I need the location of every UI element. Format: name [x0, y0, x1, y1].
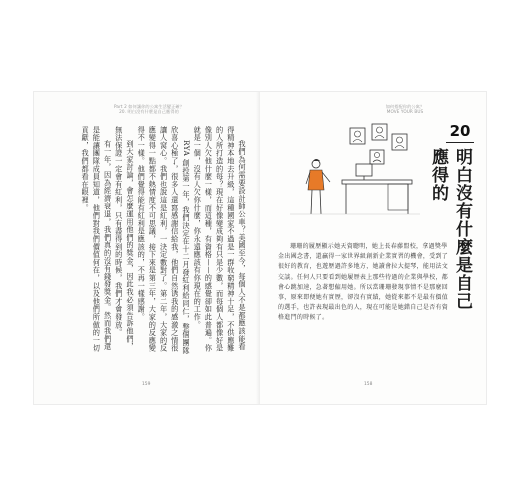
office-illustration — [280, 122, 430, 222]
left-paragraph: RYA 創投第一年，我們決定在十二月發紅利給同仁，整個團隊欣喜心極了，很多人還寫感謝信給我，他們自然诱我的感激之情很讓人窝心。我們也說這是紅利，一決定數對了。第二年，大家的反應變得一點都不熱情度不可思議，接下來是第三年，大家的反應變得不一樣。他們覺得能有紅利是應該的，不再一樣感謝。 — [137, 126, 191, 355]
right-body-text — [278, 242, 452, 324]
left-running-head — [64, 104, 234, 115]
chapter-number: 20 — [449, 122, 471, 140]
left-page — [34, 92, 260, 404]
left-running-head-line1: Part 2 如何讓你的公寓生活變正確？ — [113, 104, 185, 109]
portrait-frame-icon — [370, 150, 384, 164]
portrait-frame-icon — [372, 124, 387, 140]
right-paragraph: 珊珊的履歷顯示她天資聰明，她上長春藤盟校，拿過獎學金出國念書，還贏得一家世界級創新企業實習的機會，受到了很好的教育，也遊歷過許多地方，她讀會拉大提琴，能用法文交談。任何人只要看到她履歷表上那些待過的企業與學校，都會心跳加速，急著想僱用她。所以當珊珊發現事情不是那麼回事，原來即便她有實歷，卻沒有實績，她從來都不是最有價值的選手，也許表現最出色的人，現在可能是她錯自己是否有資格進門的時候了。 — [278, 243, 449, 322]
monitor-icon — [356, 164, 372, 180]
left-paragraph: 到大家討論，會怎麼運用他們的獎金，因此我必須告訴他們，無法保證一定會有紅利，只有盡得到的時候，我們才會發放。 — [114, 126, 135, 351]
book-spread — [34, 92, 486, 404]
right-running-head-line1: 如何搭配你的公寓？ — [385, 104, 425, 109]
person-icon — [306, 159, 330, 214]
left-paragraph: 我們為何需要設計師公車？美國至今，每個人不是都應該能看得精神本地去升級，這種國家不過是一群收窮精神十足，不供應難的人所打造的每？現在好像變成夠有只是少數，而每個人都像好是像別人欠他什麼一樣，而這種，有資格——的感覺卻如此普遍。你就是一個，沒有人欠你什麼，你永遠應該有你現在的工作。 — [193, 126, 247, 353]
left-running-head-line2: 20. 明白沒有什麼是自己應得的 — [119, 109, 179, 115]
chapter-title: 明白沒有什麼是自己應得的 — [428, 148, 472, 310]
right-page-number: 158 — [364, 382, 373, 387]
left-paragraph: 有一年，因為經濟衰退，我們真的沒有錢發獎金。然而我們還是能讓團隊成員知道，他們對我們價值何在，以及他們所做的一切貢獻，我們都看在眼裡。 — [81, 126, 113, 353]
portrait-frame-icon — [350, 128, 365, 144]
portrait-frame-icon — [392, 134, 407, 150]
right-page — [260, 92, 486, 404]
desk-icon — [342, 180, 412, 214]
left-body-text — [68, 126, 248, 356]
chapter-divider — [446, 142, 474, 143]
right-running-head — [360, 104, 450, 115]
right-running-head-line2: MOVE YOUR BUS — [386, 109, 424, 115]
left-page-number: 159 — [142, 382, 151, 387]
